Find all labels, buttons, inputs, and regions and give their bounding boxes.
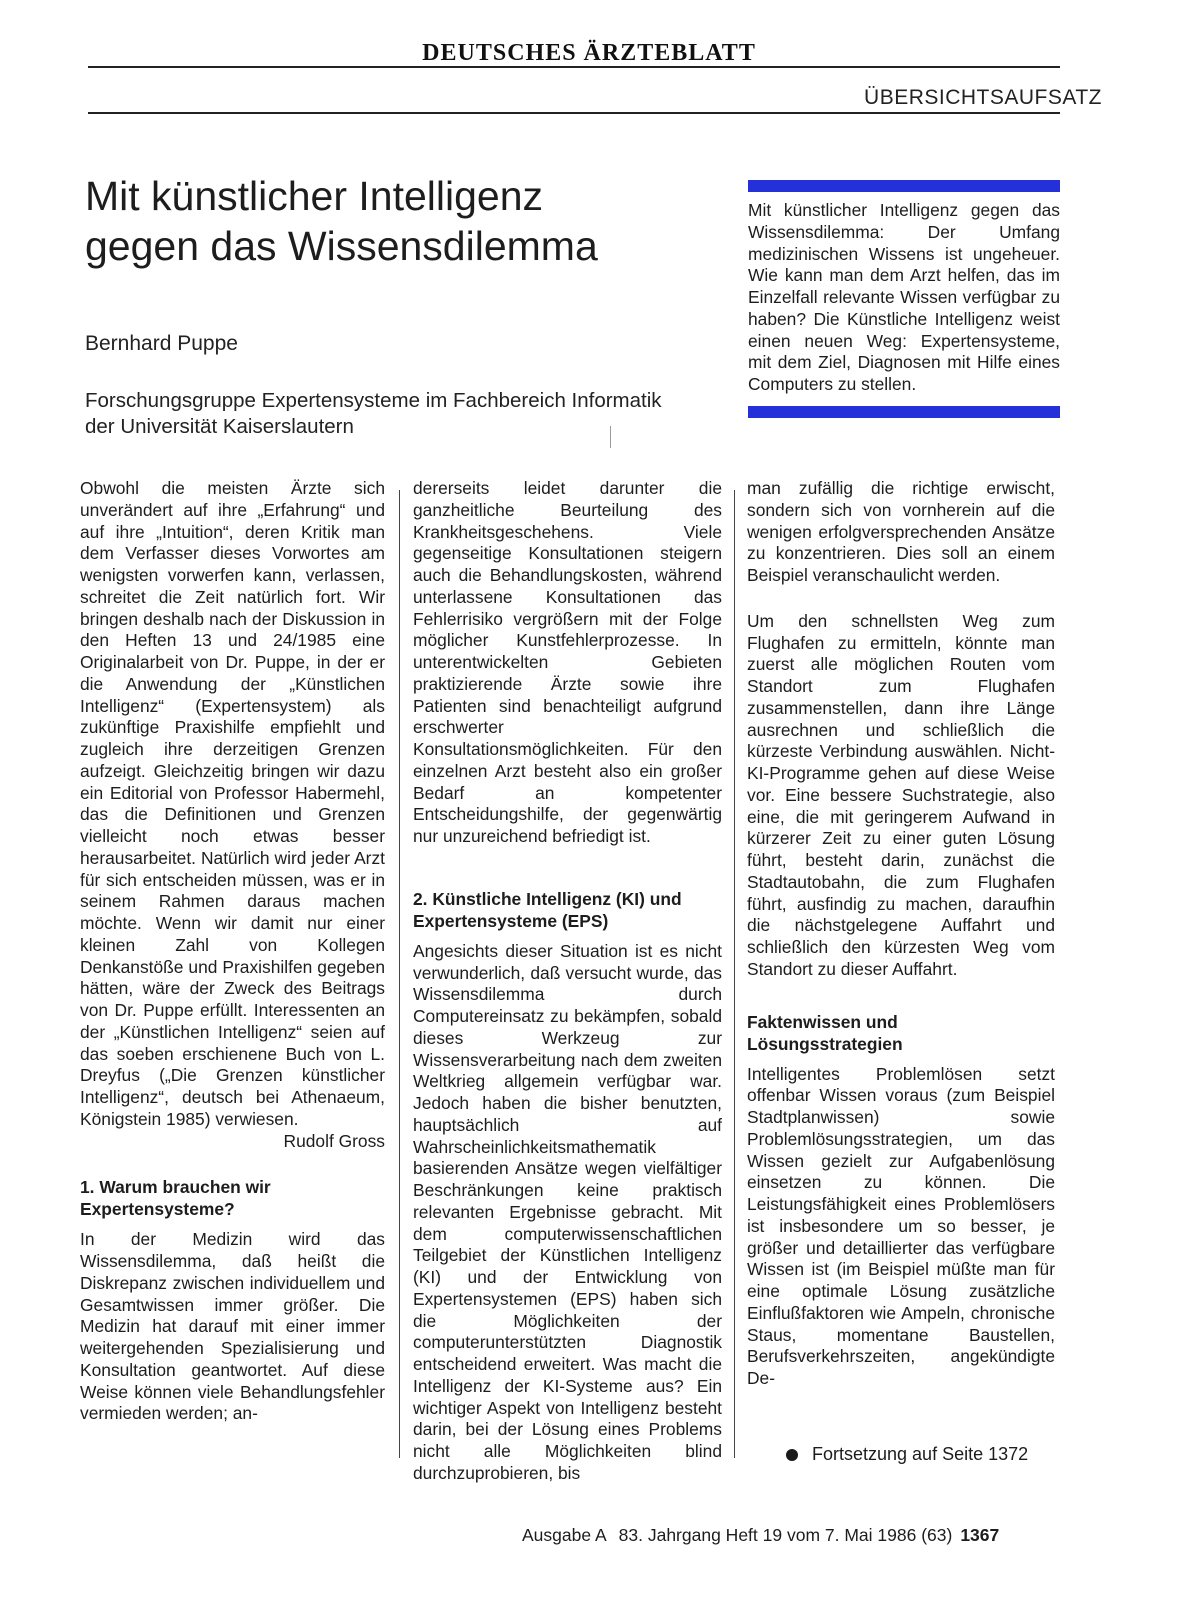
heading-section-2: 2. Künstliche Intelligenz (KI) und Expertensysteme (EPS) — [413, 888, 682, 931]
gutter-mark — [610, 426, 611, 448]
author-affiliation — [85, 388, 745, 440]
abstract-box — [748, 180, 1060, 418]
abstract-bottom-bar — [748, 406, 1060, 418]
paragraph: man zufällig die richtige erwischt, sondern sich von vornherein auf die wenigen erfolgversprechenden Ansätze zu konzentrieren. Dies soll an einem Beispiel veranschaulicht werden. — [747, 478, 1055, 585]
section-label: ÜBERSICHTSAUFSATZ — [864, 86, 1102, 109]
article-title — [85, 172, 725, 271]
affiliation-line-1: Forschungsgruppe Expertensysteme im Fachbereich Informatik — [85, 389, 662, 412]
affiliation-line-2: der Universität Kaiserslautern — [85, 415, 354, 439]
bullet-icon — [786, 1449, 798, 1461]
footer-issue: 83. Jahrgang Heft 19 vom 7. Mai 1986 (63) — [618, 1525, 953, 1545]
abstract-text: Mit künstlicher Intelligenz gegen das Wissensdilemma: Der Umfang medizinischen Wissens ist ungeheuer. Wie kann man dem Arzt helfen, das im Einzelfall relevante Wissen verfügbar zu haben? Die Künstliche Intelligenz weist einen neuen Weg: Expertensysteme, mit dem Ziel, Diagnosen mit Hilfe eines Computers zu stellen. — [748, 200, 1060, 394]
abstract-top-bar — [748, 180, 1060, 192]
title-line-2: gegen das Wissensdilemma — [85, 222, 598, 269]
author-name: Bernhard Puppe — [85, 332, 238, 355]
column-1 — [80, 478, 385, 1425]
heading-section-1: 1. Warum brauchen wir Expertensysteme? — [80, 1177, 271, 1220]
column-divider-2 — [734, 490, 735, 1458]
footer-edition: Ausgabe A — [522, 1525, 607, 1545]
paragraph: dererseits leidet darunter die ganzheitliche Beurteilung des Krankheitsgeschehens. Viele gegenseitige Konsultationen steigern auch die Behandlungskosten, während unterlassene Konsultationen das Fehlerrisiko vergrößern mit der Folge möglicher Kunstfehlerprozesse. In unterentwickelten Gebieten praktizierende Ärzte sowie ihre Patienten sind benachteiligt aufgrund erschwerter Konsultationsmöglichkeiten. Für den einzelnen Arzt besteht also ein großer Bedarf an kompetenter Entscheidungshilfe, der gegenwärtig nur unzureichend befriedigt ist. — [413, 478, 722, 846]
continuation-text: Fortsetzung auf Seite 1372 — [812, 1444, 1029, 1464]
column-2 — [413, 478, 722, 1485]
paragraph: Angesichts dieser Situation ist es nicht verwunderlich, daß versucht wurde, das Wissensdilemma durch Computereinsatz zu bekämpfen, sobald dieses Werkzeug zur Wissensverarbeitung nach dem zweiten Weltkrieg allgemein verfügbar war. Jedoch haben die bisher benutzten, hauptsächlich auf Wahrscheinlichkeitsmathematik basierenden Ansätze wegen vielfältiger Beschränkungen keine praktisch relevanten Ergebnisse gebracht. Mit dem computerwissenschaftlichen Teilgebiet der Künstlichen Intelligenz (KI) und der Entwicklung von Expertensystemen (EPS) haben sich die Möglichkeiten der computerunterstützten Diagnostik entscheidend erweitert. Was macht die Intelligenz der KI-Systeme aus? Ein wichtiger Aspekt von Intelligenz besteht darin, bei der Lösung eines Problems nicht alle Möglichkeiten blind durchzuprobieren, bis — [413, 940, 722, 1483]
column-divider-1 — [399, 490, 400, 1458]
page-footer — [522, 1525, 999, 1546]
heading-subsection: Faktenwissen und Lösungsstrategien — [747, 1011, 903, 1054]
editorial-signature: Rudolf Gross — [283, 1130, 385, 1151]
masthead-rule — [88, 66, 1060, 68]
paragraph: In der Medizin wird das Wissensdilemma, daß heißt die Diskrepanz zwischen individuellem und Gesamtwissen immer größer. Die Medizin hat darauf mit einer immer weitergehenden Spezialisierung und Konsultation geantwortet. Auf diese Weise können viele Behandlungsfehler vermieden werden; an- — [80, 1229, 385, 1424]
column-3 — [747, 478, 1055, 1390]
continuation-note — [786, 1444, 1028, 1465]
title-line-1: Mit künstlicher Intelligenz — [85, 173, 544, 219]
paragraph: Um den schnellsten Weg zum Flughafen zu ermitteln, könnte man zuerst alle möglichen Routen vom Standort zum Flughafen zusammenstellen, dann ihre Länge ausrechnen und schließlich die kürzeste Verbindung auswählen. Nicht-KI-Programme gehen auf diese Weise vor. Eine bessere Suchstrategie, also eine, die mit geringerem Aufwand in kürzerer Zeit zu einer guten Lösung führt, besteht darin, zunächst die Stadtautobahn, die zum Flughafen führt, ausfindig zu machen, daraufhin die nächstgelegene Auffahrt und schließlich den kürzesten Weg vom Standort zu dieser Auffahrt. — [747, 610, 1055, 979]
editorial-text: Obwohl die meisten Ärzte sich unverändert auf ihre „Erfahrung“ und auf ihre „Intuition“, deren Kritik man dem Verfasser dieses Vorwortes am wenigsten vorwerfen kann, verlassen, schreitet die Zeit natürlich fort. Wir bringen deshalb nach der Diskussion in den Heften 13 und 24/1985 eine Originalarbeit von Dr. Puppe, in der er die Anwendung der „Künstlichen Intelligenz“ (Expertensystem) als zukünftige Praxishilfe empfiehlt und zugleich ihre derzeitigen Grenzen aufzeigt. Gleichzeitig bringen wir dazu ein Editorial von Professor Habermehl, das die Definitionen und Grenzen vielleicht noch etwas besser herausarbeitet. Natürlich wird jeder Arzt für sich entscheiden müssen, was er in seinem Rahmen daraus machen möchte. Wenn wir damit nur einer kleinen Zahl von Kollegen Denkanstöße und Praxishilfen gegeben hätten, wäre der Zweck des Beitrags von Dr. Puppe erfüllt. Interessenten an der „Künstlichen Intelligenz“ seien auf das soeben erschienene Buch von L. Dreyfus („Die Grenzen künstlicher Intelligenz“, deutsch bei Athenaeum, Königstein 1985) verwiesen. — [80, 478, 385, 1129]
page-number: 1367 — [960, 1525, 1000, 1545]
section-rule — [88, 112, 1060, 114]
paragraph: Intelligentes Problemlösen setzt offenbar Wissen voraus (zum Beispiel Stadtplanwissen) sowie Problemlösungsstrategien, um das Wissen gezielt zur Aufgabenlösung einsetzen zu können. Die Leistungsfähigkeit eines Problemlösers ist insbesondere um so besser, je größer und detaillierter das verfügbare Wissen ist (im Beispiel müßte man für eine optimale Lösung zusätzliche Einflußfaktoren wie Ampeln, chronische Staus, momentane Baustellen, Berufsverkehrszeiten, angekündigte De- — [747, 1063, 1055, 1389]
editorial-signature-row — [80, 1131, 385, 1153]
masthead: DEUTSCHES ÄRZTEBLATT — [422, 40, 756, 66]
